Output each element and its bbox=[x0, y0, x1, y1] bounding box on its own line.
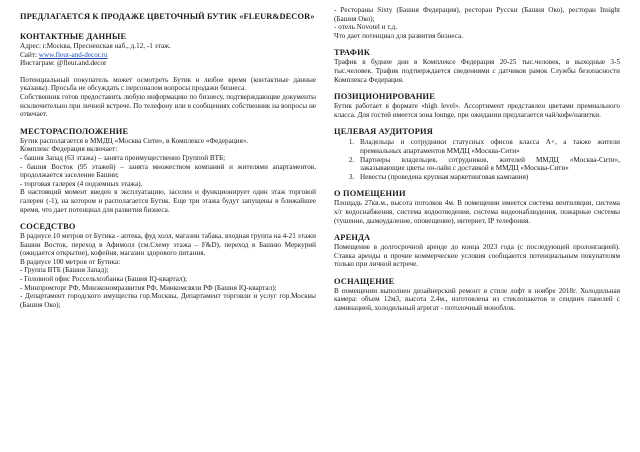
neighborhood-line: - Департамент городского имущества гор.Москвы, Департамент торговли и услуг гор.Москвы (Башня Око); bbox=[20, 292, 316, 309]
lease-text: Помещение в долгосрочной аренде до конца 2023 года (с последующей пролонгацией). Ставка аренды и прочие коммерческие условия сообщаются потенциальным покупателям только при личной встрече. bbox=[334, 243, 620, 269]
neighborhood-line: - Минпромторг РФ, Минэкономразвития РФ, Минкомсвязи РФ (Башня IQ-квартал); bbox=[20, 283, 277, 292]
site-label: Сайт: bbox=[20, 50, 39, 59]
equipment-text: В помещении выполнен дизайнерский ремонт в стиле лофт в ноябре 2018г. Холодильная камера: объем 12м3, высота 2,4м., изготовлена из стеклопакетов и сендвич панелей с ламинацией, холодильный агрегат - потолочный моноблок. bbox=[334, 286, 620, 313]
premises-heading: О ПОМЕЩЕНИИ bbox=[334, 189, 406, 199]
neighborhood-cont-line: - отель Novotel и т.д. bbox=[334, 23, 398, 32]
right-column bbox=[334, 6, 620, 313]
traffic-heading: ТРАФИК bbox=[334, 48, 371, 58]
location-line: - башня Запад (63 этажа) – занята преимущественно Группой ВТБ; bbox=[20, 153, 226, 162]
location-line: Бутик располагается в ММДЦ «Москва Сити», в Комплексе «Федерация». bbox=[20, 136, 249, 145]
neighborhood-line: - Головной офис Россельхозбанка (Башня IQ-квартал); bbox=[20, 275, 187, 284]
site-line bbox=[20, 51, 316, 60]
positioning-heading: ПОЗИЦИОНИРОВАНИЕ bbox=[334, 92, 436, 102]
audience-item: 2. Партнеры владельцев, сотрудников, жителей ММДЦ «Москва-Сити», заказывающие цветы он-лайн с доставкой в ММДЦ «Москва-Сити» bbox=[356, 156, 620, 173]
positioning-text: Бутик работает в формате «high level». Ассортимент представлен цветами премиального класса. Для гостей имеется зона lounge, при ожидании предлагается чай/кофе/напитки. bbox=[334, 102, 620, 119]
instagram-line: Инстаграм: @fleur.and.decor bbox=[20, 59, 107, 68]
location-heading: МЕСТОРАСПОЛОЖЕНИЕ bbox=[20, 126, 129, 136]
address-line: Адрес: г.Москва, Пресненская наб., д.12, -1 этаж. bbox=[20, 42, 171, 50]
location-line: Комплекс Федерация включает: bbox=[20, 145, 118, 154]
intro-paragraph-2: Собственник готов предоставить любую информацию по бизнесу, подтверждающие документы исключительно при личной встрече. По телефону или в сообщениях собственник на вопросы не отвечает. bbox=[20, 92, 316, 119]
audience-heading: ЦЕЛЕВАЯ АУДИТОРИЯ bbox=[334, 127, 434, 137]
audience-item: 3. Невесты (проведена крупная маркетинговая кампания) bbox=[356, 173, 620, 182]
location-line: В настоящий момент введен в эксплуатацию, заселен и функционирует один этаж торговой галереи (-1), на котором и располагается Бутик. Еще три этажа будут запущены в ближайшее время, что дает потенциал для развития бизнеса. bbox=[20, 188, 316, 214]
location-line: - башня Восток (95 этажей) – занята множеством компаний и жителями апартаментов, продолжается заселение Башни; bbox=[20, 162, 316, 180]
intro-paragraph-1: Потенциальный покупатель может осмотреть Бутик в любое время (контактные данные указаны). Просьба не обсуждать с персоналом вопросы продажи бизнеса. bbox=[20, 75, 316, 93]
neighborhood-cont-line: Что дает потенциал для развития бизнеса. bbox=[334, 31, 464, 40]
left-column bbox=[20, 6, 316, 309]
site-link[interactable]: www.fleur-and-decor.ru bbox=[38, 50, 108, 59]
audience-list bbox=[334, 138, 620, 181]
contacts-heading: КОНТАКТНЫЕ ДАННЫЕ bbox=[20, 32, 127, 41]
neighborhood-line: - Группа ВТБ (Башня Запад); bbox=[20, 266, 109, 275]
neighborhood-cont-line: - Рестораны Sixty (Башня Федерация), ресторан Русски (Башня Око), ресторан Insight (Башня Око); bbox=[334, 6, 620, 23]
lease-heading: АРЕНДА bbox=[334, 233, 371, 243]
neighborhood-heading: СОСЕДСТВО bbox=[20, 222, 76, 232]
location-line: - торговая галерея (4 подземных этажа). bbox=[20, 179, 143, 188]
neighborhood-line: В радиусе 100 метров от Бутика: bbox=[20, 257, 121, 266]
traffic-text: Трафик в будние дни в Комплексе Федерация 20-25 тыс.человек, в выходные 3-5 тыс.человек. Трафик подтверждается сведениями с датчиков рамок Службы безопасности Комплекса Федерация. bbox=[334, 58, 620, 84]
neighborhood-line: В радиусе 10 метров от Бутика - аптека, фуд холл, магазин табака, входная группа на 4-21 этажи Башни Восток, переход в Афимолл (см.Схему этажа – F&D), переход в Башню Меркурий (ожидается открытие), кофейня, магазин здорового питания. bbox=[20, 232, 316, 258]
premises-text: Площадь 27кв.м., высота потолков 4м. В помещении имеется система вентиляции, система х/г водоснабжения, система водоотведения, система видеонаблюдения, пожарные системы (тушение, дымоудаление, оповещение), интернет, IP телефония. bbox=[334, 199, 620, 225]
equipment-heading: ОСНАЩЕНИЕ bbox=[334, 276, 395, 286]
audience-item: 1. Владельцы и сотрудники статусных офисов класса А+, а также жители премиальных апартаментов ММДЦ «Москва-Сити» bbox=[356, 138, 620, 155]
document-title: ПРЕДЛАГАЕТСЯ К ПРОДАЖЕ ЦВЕТОЧНЫЙ БУТИК «FLEUR&DECOR» bbox=[20, 12, 315, 21]
